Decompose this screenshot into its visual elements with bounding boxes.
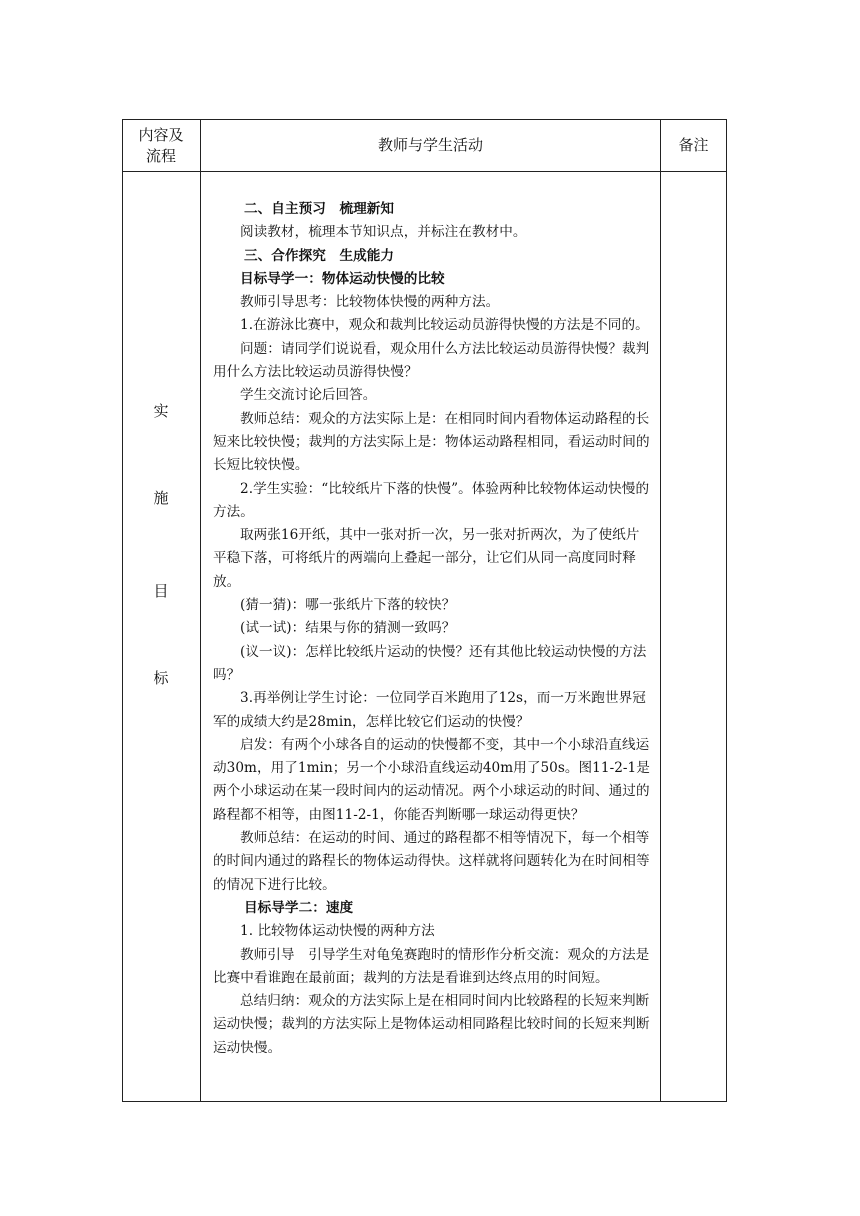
paragraph: 教师总结：观众的方法实际上是：在相同时间内看物体运动路程的长短来比较快慢；裁判的方法实际上是：物体运动路程相同，看运动时间的长短比较快慢。 (213, 410, 650, 474)
paragraph: (议一议)：怎样比较纸片运动的快慢？还有其他比较运动快慢的方法吗？ (213, 643, 647, 683)
section-heading-self-study: 二、自主预习 梳理新知 (244, 201, 395, 217)
paragraph: 学生交流讨论后回答。 (240, 387, 377, 404)
header-content-flow-label: 内容及 流程 (138, 125, 184, 165)
paragraph: 取两张16开纸，其中一张对折一次，另一张对折两次，为了使纸片平稳下落，可将纸片的两端向上叠起一部分，让它们从同一高度同时释放。 (213, 527, 640, 590)
paragraph: 3.再举例让学生讨论：一位同学百米跑用了12s，而一万米跑世界冠军的成绩大约是28min，怎样比较它们运动的快慢？ (213, 690, 646, 730)
paragraph: 教师引导 引导学生对龟兔赛跑时的情形作分析交流：观众的方法是比赛中看谁跑在最前面；裁判的方法是看谁到达终点用的时间短。 (213, 946, 650, 986)
paragraph: (猜一猜)：哪一张纸片下落的较快？ (240, 597, 456, 614)
paragraph: 阅读教材，梳理本节知识点，并标注在教材中。 (240, 224, 527, 241)
section-heading-cooperative-inquiry: 三、合作探究 生成能力 (244, 247, 395, 264)
header-notes-label: 备注 (678, 136, 709, 154)
goal-heading-1: 目标导学一：物体运动快慢的比较 (240, 270, 445, 287)
paragraph: 教师引导思考：比较物体快慢的两种方法。 (240, 294, 500, 311)
side-label-char-3: 目 (153, 582, 169, 600)
paragraph: 问题：请同学们说说看，观众用什么方法比较运动员游得快慢？裁判用什么方法比较运动员游得快慢？ (213, 340, 650, 381)
paragraph: 启发：有两个小球各自的运动的快慢都不变，其中一个小球沿直线运动30m，用了1min；另一个小球沿直线运动40m用了50s。图11-2-1是两个小球运动在某一段时间内的运动情况。两个小球运动的时间、通过的路程都不相等，由图11-2-1，你能否判断哪一球运动得更快？ (213, 736, 650, 823)
header-activities (201, 120, 660, 171)
side-label-char-4: 标 (153, 669, 169, 687)
header-activities-label: 教师与学生活动 (377, 136, 483, 154)
side-label-char-1: 实 (153, 402, 169, 420)
goal-heading-2: 目标导学二：速度 (244, 899, 354, 916)
paragraph: 1.在游泳比赛中，观众和裁判比较运动员游得快慢的方法是不同的。 (240, 317, 649, 334)
table-border-bottom (122, 1101, 727, 1102)
paragraph: 总结归纳：观众的方法实际上是在相同时间内比较路程的长短来判断运动快慢；裁判的方法实际上是物体运动相同路程比较时间的长短来判断运动快慢。 (213, 993, 650, 1056)
paragraph: (试一试)：结果与你的猜测一致吗？ (240, 620, 456, 637)
paragraph: 教师总结：在运动的时间、通过的路程都不相等情况下，每一个相等的时间内通过的路程长的物体运动得快。这样就将问题转化为在时间相等的情况下进行比较。 (213, 830, 650, 893)
table-border-left (122, 119, 123, 1102)
table-column-divider-1 (200, 119, 201, 1102)
side-label-char-2: 施 (153, 489, 169, 507)
paragraph: 2.学生实验：“比较纸片下落的快慢”。体验两种比较物体运动快慢的方法。 (213, 480, 650, 520)
table-header-divider (122, 171, 727, 172)
header-notes (661, 120, 726, 171)
table-border-right (726, 119, 727, 1102)
table-column-divider-2 (660, 119, 661, 1102)
paragraph: 1. 比较物体运动快慢的两种方法 (240, 923, 435, 940)
activities-content (213, 198, 653, 1060)
header-content-flow (122, 120, 200, 171)
